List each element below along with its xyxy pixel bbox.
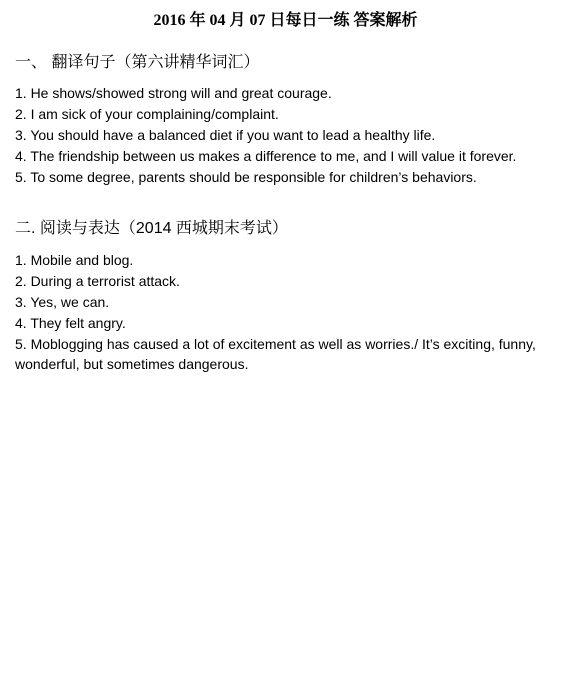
- answer-item: 3. You should have a balanced diet if you want to lead a healthy life.: [15, 127, 436, 143]
- document-title: 2016 年 04 月 07 日每日一练 答案解析: [153, 12, 418, 29]
- answer-item: 4. They felt angry.: [15, 315, 126, 331]
- answer-item: 1. He shows/showed strong will and great courage.: [15, 85, 332, 101]
- answer-item: 1. Mobile and blog.: [15, 252, 134, 268]
- answer-item: 5. To some degree, parents should be responsible for children’s behaviors.: [15, 169, 477, 185]
- section-heading-translation: 一、 翻译句子（第六讲精华词汇）: [15, 54, 260, 71]
- answer-list-translation: [15, 83, 560, 188]
- answer-item: 2. During a terrorist attack.: [15, 273, 180, 289]
- answer-list-reading: [15, 250, 560, 374]
- section-heading-reading: 二. 阅读与表达（2014 西城期末考试）: [15, 220, 288, 237]
- answer-item: 2. I am sick of your complaining/complaint.: [15, 106, 279, 122]
- answer-item: 3. Yes, we can.: [15, 294, 110, 310]
- answer-item: 4. The friendship between us makes a difference to me, and I will value it forever.: [15, 148, 517, 164]
- answer-item: 5. Moblogging has caused a lot of excitement as well as worries./ It’s exciting, funny, wonderful, but sometimes dangerous.: [15, 336, 536, 372]
